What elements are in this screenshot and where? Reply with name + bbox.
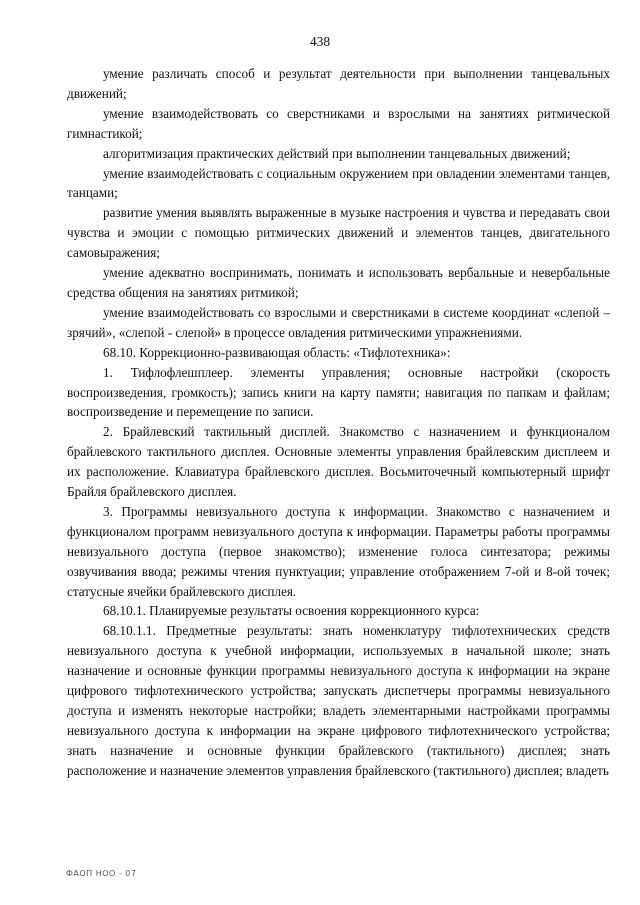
section-heading-tiflotechnika: 68.10. Коррекционно-развивающая область: «Тифлотехника»:	[103, 344, 451, 360]
paragraph-social-interaction: умение взаимодействовать с социальным окружением при овладении элементами танцев, танцами;	[67, 165, 610, 201]
page-number: 438	[309, 34, 331, 49]
document-body	[67, 64, 610, 781]
list-item-braille-display: 2. Брайлевский тактильный дисплей. Знакомство с назначением и функционалом брайлевского тактильного дисплея. Основные элементы управления брайлевским дисплеем и их расположение. Клавиатура брайлевского дисплея. Восьмиточечный компьютерный шрифт Брайля брайлевского дисплея.	[67, 424, 610, 500]
list-item-screen-reader-programs: 3. Программы невизуального доступа к информации. Знакомство с назначением и функционалом программ невизуального доступа к информации. Параметры работы программы невизуального доступа (первое знакомство); изменение голоса синтезатора; режимы озвучивания ввода; режимы чтения пунктуации; управление отображением 7-ой и 8-ой точек; статусные ячейки брайлевского дисплея.	[67, 503, 610, 599]
paragraph-subject-results: 68.10.1.1. Предметные результаты: знать номенклатуру тифлотехнических средств невизуального доступа к учебной информации, используемых в начальной школе; знать назначение и основные функции программы невизуального доступа к информации на экране цифрового тифлотехнического устройства; запускать диспетчеры программы невизуального доступа и изменять некоторые настройки; владеть элементарными настройками программы невизуального доступа к информации на экране цифрового тифлотехнического устройства; знать назначение и основные функции брайлевского (тактильного) дисплея; знать расположение и назначение элементов управления брайлевского (тактильного) дисплея; владеть	[67, 623, 610, 778]
paragraph-communication-means: умение адекватно воспринимать, понимать и использовать вербальные и невербальные средства общения на занятиях ритмикой;	[67, 265, 610, 300]
paragraph-algorithmization: алгоритмизация практических действий при выполнении танцевальных движений;	[103, 145, 571, 161]
paragraph-blind-sighted-interaction: умение взаимодействовать со взрослыми и сверстниками в системе координат «слепой – зрячий», «слепой - слепой» в процессе овладения ритмическими упражнениями.	[67, 304, 610, 340]
list-item-tiflo-flashplayer: 1. Тифлофлешплеер. элементы управления; основные настройки (скорость воспроизведения, громкость); запись книги на карту памяти; навигация по папкам и файлам; воспроизведение и перемещение по записи.	[67, 364, 610, 420]
section-heading-planned-results: 68.10.1. Планируемые результаты освоения коррекционного курса:	[103, 603, 480, 619]
paragraph-music-emotions: развитие умения выявлять выраженные в музыке настроения и чувства и передавать свои чувства и эмоции с помощью ритмических движений и элементов танцев, двигательного самовыражения;	[67, 205, 610, 261]
paragraph-interaction-gymnastics: умение взаимодействовать со сверстниками и взрослыми на занятиях ритмической гимнастикой;	[67, 105, 610, 141]
footer-document-code: ФАОП НОО - 07	[66, 869, 137, 878]
paragraph-dance-skills-distinguish: умение различать способ и результат деятельности при выполнении танцевальных движений;	[67, 66, 610, 101]
